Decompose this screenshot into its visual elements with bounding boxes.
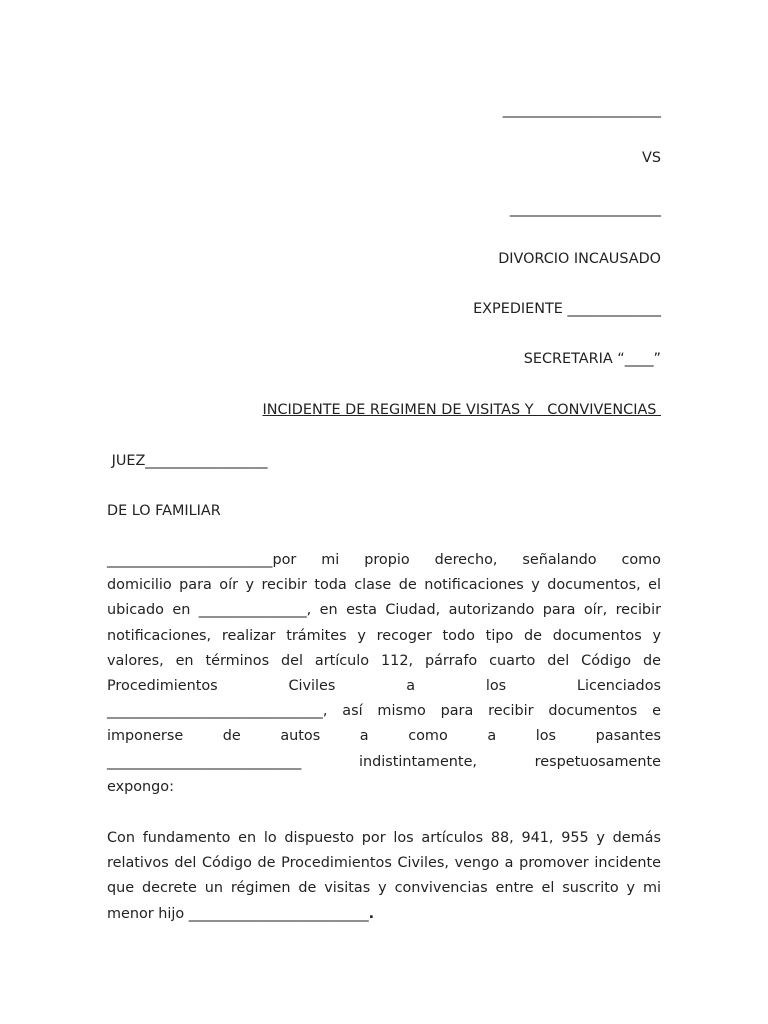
- paragraph-line: Con fundamento en lo dispuesto por los artículos 88, 941, 955 y demás: [107, 830, 661, 846]
- paragraph-line: valores, en términos del artículo 112, párrafo cuarto del Código de: [107, 652, 661, 669]
- paragraph-line: imponerse de autos a como a los pasantes: [107, 728, 661, 745]
- party-1-blank: ______________________: [502, 102, 661, 118]
- paragraph-line: que decrete un régimen de visitas y convivencias entre el suscrito y mi: [107, 880, 661, 897]
- paragraph-line: ______________________________, así mismo para recibir documentos e: [107, 703, 661, 720]
- paragraph-line: Procedimientos Civiles a los Licenciados: [107, 678, 661, 695]
- incident-title: INCIDENTE DE REGIMEN DE VISITAS Y CONVIVENCIAS: [262, 402, 661, 418]
- paragraph-line: ubicado en _______________, en esta Ciudad, autorizando para oír, recibir: [107, 602, 661, 619]
- paragraph-line: domicilio para oír y recibir toda clase de notificaciones y documentos, el: [107, 577, 661, 594]
- secretaria-field: SECRETARIA “____”: [523, 351, 661, 367]
- versus-label: VS: [642, 150, 661, 166]
- juez-addressee: JUEZ_________________: [107, 453, 268, 469]
- paragraph-line: ___________________________ indistintamente, respetuosamente: [107, 753, 661, 770]
- minor-child-field: menor hijo _________________________: [107, 905, 369, 922]
- court-name: DE LO FAMILIAR: [107, 503, 221, 519]
- paragraph-intro: [107, 548, 661, 800]
- paragraph-line: _______________________por mi propio derecho, señalando como: [107, 552, 661, 568]
- expediente-field: EXPEDIENTE _____________: [473, 301, 661, 317]
- case-type: DIVORCIO INCAUSADO: [498, 251, 661, 267]
- party-2-blank: _____________________: [509, 201, 661, 217]
- paragraph-line: relativos del Código de Procedimientos Civiles, vengo a promover incidente: [107, 855, 661, 872]
- paragraph-petition: [107, 826, 661, 927]
- paragraph-line-final: [107, 902, 661, 927]
- final-period: .: [368, 905, 375, 922]
- paragraph-line: expongo:: [107, 778, 174, 795]
- paragraph-line: notificaciones, realizar trámites y recoger todo tipo de documentos y: [107, 627, 661, 644]
